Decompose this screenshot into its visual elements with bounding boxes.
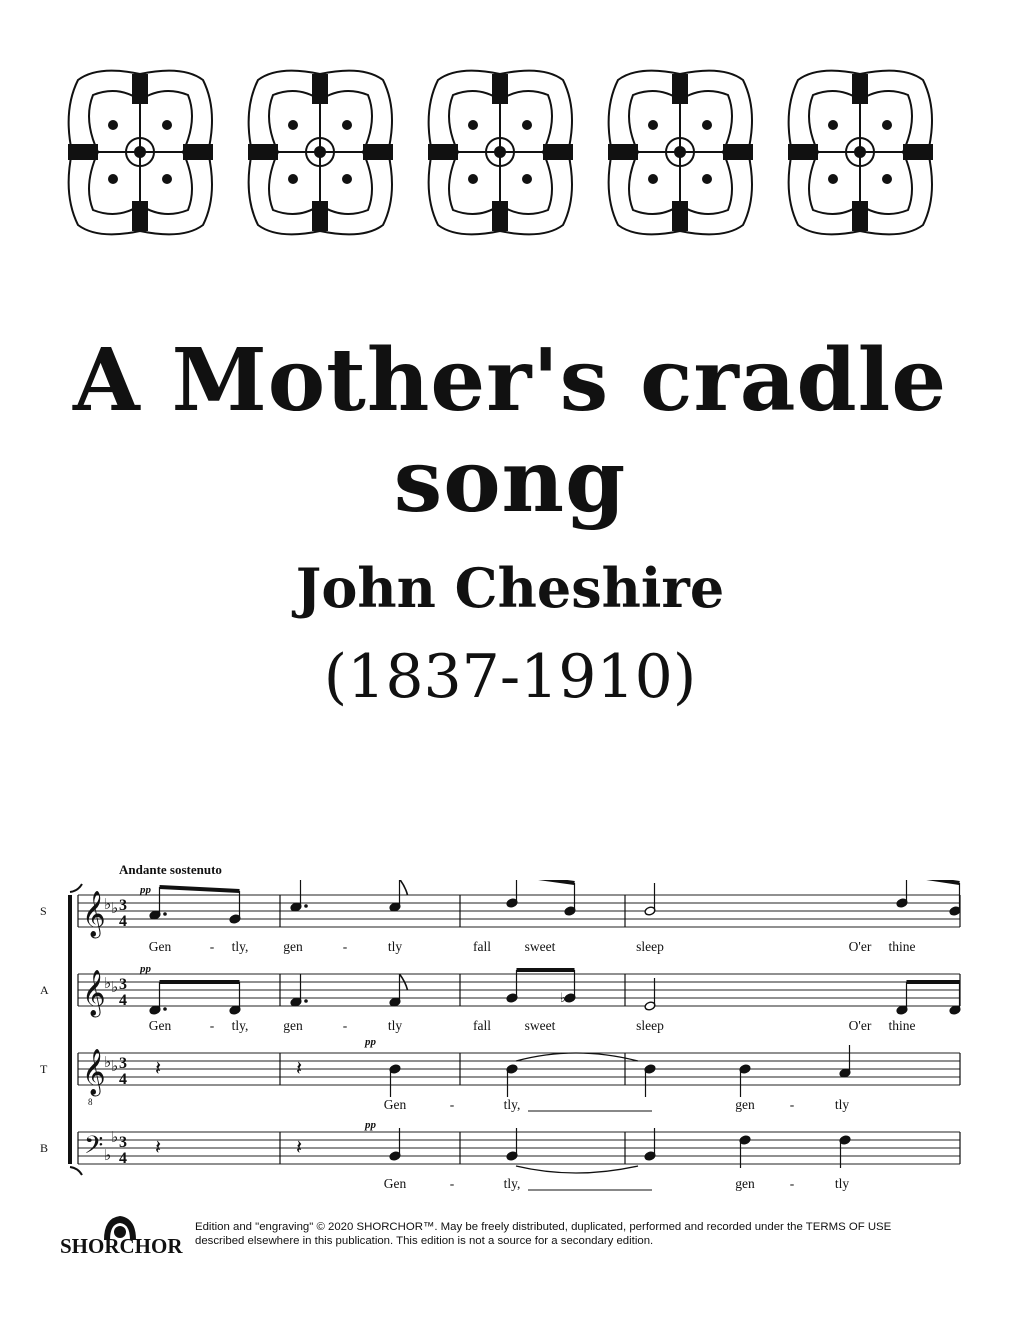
lyric-syllable: O'er — [848, 939, 872, 954]
dynamic-marking: pp — [365, 1119, 376, 1131]
lyric-syllable: - — [209, 1018, 215, 1033]
lyric-syllable: tly — [834, 1097, 850, 1112]
voice-label: S — [40, 904, 47, 918]
voice-label: A — [40, 983, 49, 997]
lyric-syllable: Gen — [148, 1018, 172, 1033]
bracket-bottom-hook — [70, 1167, 82, 1175]
cross-flourish-ornament-icon — [238, 60, 403, 245]
composer-name: John Cheshire — [295, 556, 725, 620]
lyric-syllable: gen — [283, 1018, 303, 1033]
lyric-syllable: O'er — [848, 1018, 872, 1033]
lyric-syllable: fall — [473, 939, 491, 954]
augmentation-dot — [163, 1007, 167, 1011]
tie-arc — [516, 1053, 638, 1061]
lyric-syllable: tly — [834, 1176, 850, 1191]
time-signature-bottom: 4 — [119, 1071, 127, 1088]
lyric-syllable: thine — [888, 939, 916, 954]
octave-marker: 8 — [88, 1097, 93, 1107]
time-signature-top: 3 — [119, 1134, 127, 1151]
lyric-syllable: tly, — [231, 1018, 249, 1033]
quarter-rest-icon: 𝄽 — [155, 1056, 162, 1080]
copyright-notice — [195, 1220, 965, 1248]
lyric-syllable: tly, — [503, 1176, 521, 1191]
lyric-syllable: sweet — [524, 939, 556, 954]
augmentation-dot — [304, 904, 308, 908]
lyric-syllable: Gen — [383, 1176, 407, 1191]
flat-icon: ♭ — [111, 978, 119, 996]
lyric-syllable: thine — [888, 1018, 916, 1033]
lyric-syllable: - — [342, 939, 348, 954]
flat-icon: ♭ — [111, 1128, 119, 1146]
augmentation-dot — [163, 912, 167, 916]
treble-clef-icon: 𝄞 — [82, 1049, 106, 1095]
treble-clef-icon: 𝄞 — [82, 970, 106, 1016]
lyric-syllable: gen — [735, 1176, 755, 1191]
dynamic-marking: pp — [140, 884, 151, 896]
quarter-rest-icon: 𝄽 — [155, 1135, 162, 1159]
time-signature-top: 3 — [119, 897, 127, 914]
lyric-syllable: - — [789, 1176, 795, 1191]
lyric-syllable: tly, — [231, 939, 249, 954]
lyric-syllable: tly — [387, 939, 403, 954]
cross-flourish-ornament-icon — [58, 60, 223, 245]
lyric-syllable: - — [449, 1097, 455, 1112]
lyric-syllable: gen — [283, 939, 303, 954]
time-signature-bottom: 4 — [119, 1150, 127, 1167]
flat-icon: ♭ — [104, 895, 112, 913]
note-beam — [907, 880, 960, 883]
treble-clef-icon: 𝄞 — [82, 891, 106, 937]
composer-dates: (1837-1910) — [323, 642, 697, 712]
lyric-syllable: - — [789, 1097, 795, 1112]
flat-icon: ♭ — [104, 974, 112, 992]
voice-label: B — [40, 1141, 49, 1155]
quarter-rest-icon: 𝄽 — [296, 1135, 303, 1159]
time-signature-bottom: 4 — [119, 992, 127, 1009]
copyright-line-1: Edition and "engraving" © 2020 SHORCHOR™. May be freely distributed, duplicated, performed and recorded under the TERMS OF USE — [195, 1221, 892, 1233]
score-system — [0, 880, 1020, 1200]
lyric-syllable: fall — [473, 1018, 491, 1033]
flat-accidental-icon: ♭ — [560, 991, 567, 1006]
cross-flourish-ornament-icon — [598, 60, 763, 245]
lyric-syllable: - — [449, 1176, 455, 1191]
tempo-marking: Andante sostenuto — [119, 862, 222, 877]
lyric-syllable: tly — [387, 1018, 403, 1033]
flat-icon: ♭ — [104, 1053, 112, 1071]
cross-flourish-ornament-icon — [778, 60, 943, 245]
bass-clef-icon: 𝄢 — [84, 1131, 104, 1166]
lyric-syllable: gen — [735, 1097, 755, 1112]
bracket-top-hook — [70, 884, 82, 892]
time-signature-bottom: 4 — [119, 913, 127, 930]
copyright-line-2: described elsewhere in this publication. This edition is not a source for a secondary edition. — [195, 1235, 654, 1247]
lyric-syllable: sleep — [636, 939, 664, 954]
time-signature-top: 3 — [119, 1055, 127, 1072]
quarter-rest-icon: 𝄽 — [296, 1056, 303, 1080]
cross-flourish-ornament-icon — [418, 60, 583, 245]
note-flag — [400, 880, 408, 895]
lyric-syllable: sweet — [524, 1018, 556, 1033]
lyric-syllable: Gen — [383, 1097, 407, 1112]
flat-icon: ♭ — [104, 1146, 112, 1164]
tie-arc — [516, 1166, 638, 1173]
augmentation-dot — [304, 999, 308, 1003]
flat-icon: ♭ — [111, 899, 119, 917]
flat-icon: ♭ — [111, 1057, 119, 1075]
page-title: A Mother's cradle song — [72, 330, 948, 532]
dynamic-marking: pp — [365, 1036, 376, 1048]
lyric-syllable: Gen — [148, 939, 172, 954]
note-beam — [517, 880, 575, 883]
voice-label: T — [40, 1062, 48, 1076]
lyric-syllable: - — [342, 1018, 348, 1033]
note-beam — [160, 887, 240, 891]
dynamic-marking: pp — [140, 963, 151, 975]
lyric-syllable: - — [209, 939, 215, 954]
lyric-syllable: tly, — [503, 1097, 521, 1112]
ornament-banner — [58, 60, 958, 245]
logo-text: SHORCHOR — [60, 1234, 183, 1258]
time-signature-top: 3 — [119, 976, 127, 993]
lyric-syllable: sleep — [636, 1018, 664, 1033]
shorchor-logo — [60, 1212, 183, 1268]
